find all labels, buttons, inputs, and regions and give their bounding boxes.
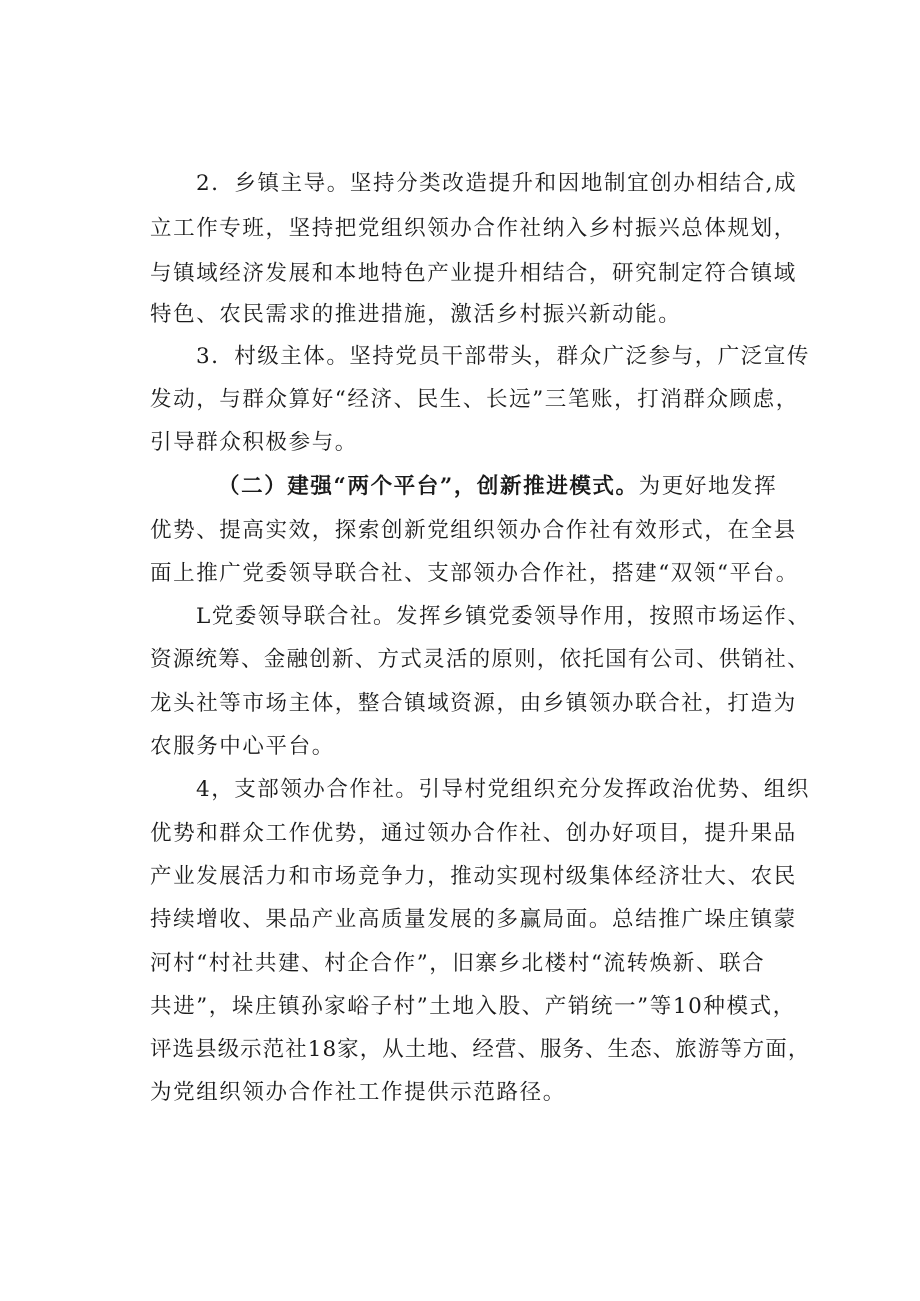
paragraph-line: 农服务中心平台。	[150, 734, 335, 759]
paragraph-line: 评选县级示范社18家，从土地、经营、服务、生态、旅游等方面，	[150, 1037, 811, 1062]
paragraph-line: 优势和群众工作优势，通过领办合作社、创办好项目，提升果品	[150, 821, 797, 846]
section-heading: （二）建强“两个平台”，创新推进模式。	[218, 474, 639, 499]
paragraph-line: 优势、提高实效，探索创新党组织领办合作社有效形式，在全县	[150, 518, 797, 543]
paragraph-line: 2．乡镇主导。坚持分类改造提升和因地制宜创办相结合,成	[196, 171, 798, 196]
paragraph-line: 立工作专班，坚持把党组织领办合作社纳入乡村振兴总体规划，	[150, 216, 797, 241]
section-heading-line	[218, 476, 777, 498]
paragraph-line: 引导群众积极参与。	[150, 430, 358, 455]
paragraph-line: 发动，与群众算好“经济、民生、长远”三笔账，打消群众顾虑，	[150, 387, 799, 412]
heading-line-rest: 为更好地发挥	[638, 474, 778, 499]
paragraph-line: 为党组织领办合作社工作提供示范路径。	[150, 1080, 566, 1105]
paragraph-line: L党委领导联合社。发挥乡镇党委领导作用，按照市场运作、	[196, 604, 811, 629]
paragraph-line: 与镇域经济发展和本地特色产业提升相结合，研究制定符合镇域	[150, 261, 797, 286]
paragraph-line: 4，支部领办合作社。引导村党组织充分发挥政治优势、组织	[196, 777, 810, 802]
paragraph-line: 产业发展活力和市场竞争力，推动实现村级集体经济壮大、农民	[150, 864, 797, 889]
paragraph-line: 3．村级主体。坚持党员干部带头，群众广泛参与，广泛宣传	[196, 344, 810, 369]
paragraph-line: 河村“村社共建、村企合作”，旧寨乡北楼村“流转焕新、联合	[150, 951, 766, 976]
paragraph-line: 共进”，垛庄镇孙家峪子村”土地入股、产销统一”等10种模式，	[150, 994, 796, 1019]
paragraph-line: 龙头社等市场主体，整合镇域资源，由乡镇领办联合社，打造为	[150, 691, 797, 716]
paragraph-line: 资源统筹、金融创新、方式灵活的原则，依托国有公司、供销社、	[150, 647, 810, 672]
paragraph-line: 持续增收、果品产业高质量发展的多赢局面。总结推广垛庄镇蒙	[150, 907, 797, 932]
paragraph-line: 面上推广党委领导联合社、支部领办合作社，搭建“双领“平台。	[150, 561, 799, 586]
paragraph-line: 特色、农民需求的推进措施，激活乡村振兴新动能。	[150, 302, 682, 327]
